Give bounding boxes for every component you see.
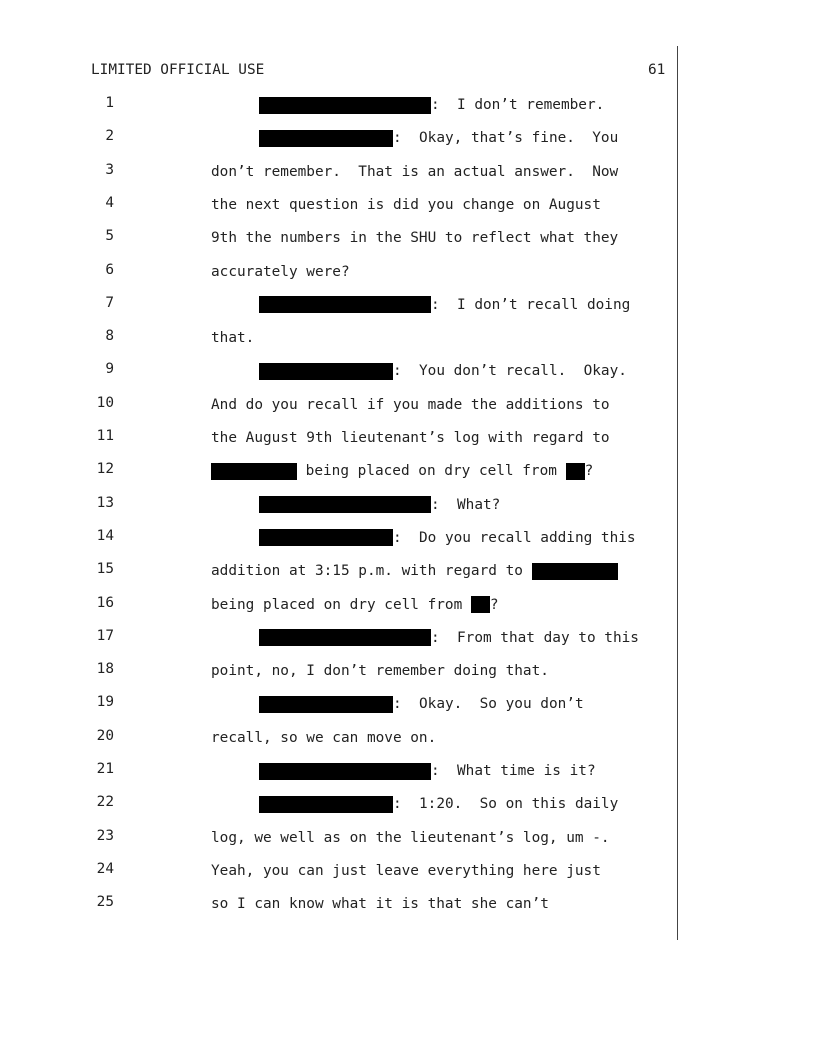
redaction-box bbox=[259, 296, 431, 313]
line-text-segment: being placed on dry cell from bbox=[211, 596, 471, 613]
line-text bbox=[211, 262, 350, 282]
redaction-box bbox=[259, 796, 393, 813]
line-number: 25 bbox=[96, 894, 114, 911]
line-number: 4 bbox=[105, 194, 114, 211]
transcript-line bbox=[0, 162, 816, 182]
line-text bbox=[259, 628, 639, 648]
transcript-line bbox=[0, 661, 816, 681]
line-number: 11 bbox=[96, 428, 114, 444]
transcript-line bbox=[0, 628, 816, 648]
redaction-box bbox=[471, 596, 490, 613]
line-text-segment: : I don’t recall doing bbox=[431, 296, 631, 313]
line-text-segment: : I don’t remember. bbox=[431, 97, 605, 113]
transcript-line bbox=[0, 894, 816, 914]
line-text-segment: log, we well as on the lieutenant’s log, um -. bbox=[211, 829, 610, 846]
line-text bbox=[211, 328, 254, 348]
transcript-line bbox=[0, 694, 816, 714]
line-text-segment: : 1:20. So on this daily bbox=[393, 796, 619, 813]
line-text-segment: being placed on dry cell from bbox=[297, 463, 566, 480]
redaction-box bbox=[259, 496, 431, 513]
line-text-segment: Yeah, you can just leave everything here just bbox=[211, 862, 601, 879]
line-text-segment: 9th the numbers in the SHU to reflect what they bbox=[211, 230, 619, 247]
line-text bbox=[211, 595, 499, 615]
page-number: 61 bbox=[648, 62, 666, 78]
line-number: 6 bbox=[105, 261, 114, 278]
redaction-box bbox=[259, 363, 393, 380]
line-text-segment: : From that day to this bbox=[431, 629, 639, 646]
line-text bbox=[211, 228, 618, 248]
line-text bbox=[259, 95, 604, 115]
line-text-segment: the next question is did you change on August bbox=[211, 196, 601, 213]
line-text bbox=[259, 761, 596, 781]
transcript-line bbox=[0, 228, 816, 248]
line-number: 20 bbox=[96, 727, 114, 744]
line-text-segment: recall, so we can move on. bbox=[211, 729, 437, 746]
transcript-line bbox=[0, 395, 816, 415]
line-text-segment: : What time is it? bbox=[431, 763, 596, 779]
transcript-line bbox=[0, 328, 816, 348]
line-text-segment: : Okay. So you don’t bbox=[393, 696, 584, 713]
line-text bbox=[211, 894, 549, 914]
line-text bbox=[211, 661, 549, 681]
transcript-line bbox=[0, 461, 816, 481]
line-text-segment: And do you recall if you made the additions to bbox=[211, 396, 610, 413]
line-number: 24 bbox=[96, 860, 114, 877]
line-text bbox=[259, 528, 636, 548]
line-number: 18 bbox=[96, 661, 114, 678]
line-number: 23 bbox=[96, 827, 114, 844]
line-text bbox=[211, 162, 618, 182]
line-number: 21 bbox=[96, 761, 114, 777]
line-text bbox=[211, 461, 593, 481]
redaction-box bbox=[259, 130, 393, 147]
transcript-line bbox=[0, 794, 816, 814]
line-number: 19 bbox=[96, 694, 114, 711]
redaction-box bbox=[566, 463, 585, 480]
line-number: 13 bbox=[96, 494, 114, 511]
line-text bbox=[211, 195, 601, 215]
line-text bbox=[211, 861, 601, 881]
line-text bbox=[259, 128, 618, 148]
line-text-segment: : Okay, that’s fine. You bbox=[393, 130, 619, 147]
classification-header: LIMITED OFFICIAL USE bbox=[91, 62, 265, 78]
redaction-box bbox=[259, 97, 431, 114]
line-text bbox=[211, 728, 436, 748]
line-text-segment: ? bbox=[489, 596, 499, 613]
line-number: 22 bbox=[96, 794, 114, 811]
transcript-line bbox=[0, 95, 816, 115]
line-number: 2 bbox=[105, 128, 114, 145]
line-text-segment: that. bbox=[211, 330, 255, 347]
line-text-segment: so I can know what it is that she can’t bbox=[211, 896, 549, 913]
line-number: 3 bbox=[105, 161, 114, 178]
line-number: 15 bbox=[96, 561, 114, 578]
transcript-line bbox=[0, 195, 816, 215]
line-number: 9 bbox=[105, 361, 114, 378]
line-text bbox=[211, 395, 610, 415]
transcript-line bbox=[0, 561, 816, 581]
line-number: 14 bbox=[96, 527, 114, 544]
line-number: 7 bbox=[105, 294, 114, 311]
transcript-line bbox=[0, 361, 816, 381]
line-number: 8 bbox=[105, 328, 114, 345]
line-text bbox=[259, 495, 500, 515]
line-text-segment: the August 9th lieutenant’s log with regard to bbox=[211, 430, 610, 446]
redaction-box bbox=[259, 696, 393, 713]
line-text-segment: addition at 3:15 p.m. with regard to bbox=[211, 563, 532, 580]
line-text bbox=[259, 361, 627, 381]
redaction-box bbox=[211, 463, 297, 480]
transcript-line bbox=[0, 528, 816, 548]
line-number: 1 bbox=[105, 95, 114, 111]
line-text bbox=[211, 828, 610, 848]
line-number: 10 bbox=[96, 394, 114, 411]
line-text bbox=[259, 295, 630, 315]
line-text-segment: ? bbox=[584, 463, 594, 480]
redaction-box bbox=[259, 629, 431, 646]
transcript-line bbox=[0, 861, 816, 881]
line-text-segment: : You don’t recall. Okay. bbox=[393, 363, 627, 380]
line-number: 5 bbox=[105, 228, 114, 245]
line-text bbox=[259, 794, 618, 814]
transcript-line bbox=[0, 495, 816, 515]
line-text-segment: don’t remember. That is an actual answer. Now bbox=[211, 163, 619, 180]
line-text-segment: : What? bbox=[431, 496, 501, 513]
line-text bbox=[211, 561, 618, 581]
line-text bbox=[259, 694, 584, 714]
transcript-line bbox=[0, 728, 816, 748]
transcript-line bbox=[0, 262, 816, 282]
redaction-box bbox=[532, 563, 618, 580]
line-number: 16 bbox=[96, 594, 114, 611]
line-number: 17 bbox=[96, 627, 114, 644]
transcript-line bbox=[0, 761, 816, 781]
line-text-segment: : Do you recall adding this bbox=[393, 529, 636, 546]
line-number: 12 bbox=[96, 461, 114, 478]
transcript-line bbox=[0, 295, 816, 315]
line-text-segment: point, no, I don’t remember doing that. bbox=[211, 663, 549, 680]
transcript-line bbox=[0, 828, 816, 848]
transcript-line bbox=[0, 595, 816, 615]
transcript-line bbox=[0, 428, 816, 448]
redaction-box bbox=[259, 529, 393, 546]
transcript-line bbox=[0, 128, 816, 148]
line-text-segment: accurately were? bbox=[211, 263, 350, 280]
redaction-box bbox=[259, 763, 431, 780]
line-text bbox=[211, 428, 610, 448]
